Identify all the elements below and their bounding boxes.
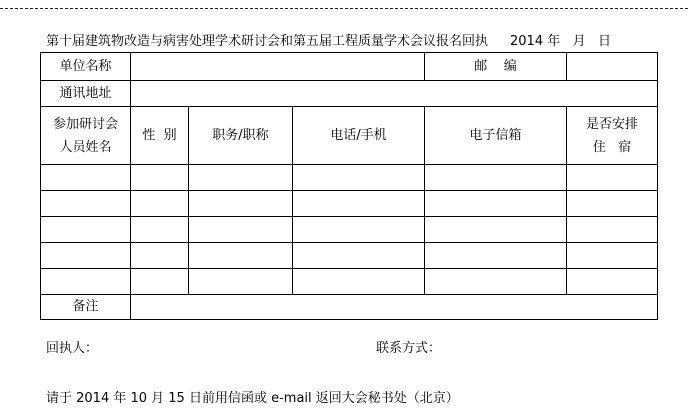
header-lodging-line1: 是否安排 bbox=[586, 116, 639, 132]
lodging-cell[interactable] bbox=[567, 191, 658, 217]
address-input[interactable] bbox=[131, 81, 658, 107]
header-lodging bbox=[567, 107, 658, 165]
header-row bbox=[41, 107, 658, 165]
gender-cell[interactable] bbox=[131, 165, 189, 191]
contact-label: 联系方式： bbox=[376, 341, 442, 356]
header-name bbox=[41, 107, 131, 165]
email-cell[interactable] bbox=[425, 243, 567, 269]
email-cell[interactable] bbox=[425, 269, 567, 295]
address-row bbox=[41, 81, 658, 107]
phone-cell[interactable] bbox=[293, 243, 425, 269]
lodging-cell[interactable] bbox=[567, 269, 658, 295]
unit-row bbox=[41, 53, 658, 81]
unit-label: 单位名称 bbox=[41, 53, 131, 81]
header-phone: 电话/手机 bbox=[293, 107, 425, 165]
email-cell[interactable] bbox=[425, 165, 567, 191]
table-row bbox=[41, 243, 658, 269]
return-note: 请于 2014 年 10 月 15 日前用信函或 e-mail 返回大会秘书处（北京） bbox=[46, 391, 459, 406]
table-row bbox=[41, 191, 658, 217]
gender-cell[interactable] bbox=[131, 217, 189, 243]
phone-cell[interactable] bbox=[293, 269, 425, 295]
postcode-input[interactable] bbox=[567, 53, 658, 81]
email-cell[interactable] bbox=[425, 217, 567, 243]
phone-cell[interactable] bbox=[293, 191, 425, 217]
lodging-cell[interactable] bbox=[567, 165, 658, 191]
header-name-line2: 人员姓名 bbox=[59, 139, 112, 155]
position-cell[interactable] bbox=[189, 269, 293, 295]
title-date: 2014 年 月 日 bbox=[510, 34, 612, 49]
remarks-row bbox=[41, 295, 658, 320]
table-row bbox=[41, 217, 658, 243]
registration-table bbox=[40, 52, 658, 320]
gender-cell[interactable] bbox=[131, 243, 189, 269]
table-row bbox=[41, 269, 658, 295]
email-cell[interactable] bbox=[425, 191, 567, 217]
table-row bbox=[41, 165, 658, 191]
header-name-line1: 参加研讨会 bbox=[52, 116, 118, 132]
header-lodging-line2: 住 宿 bbox=[592, 139, 632, 155]
address-label: 通讯地址 bbox=[41, 81, 131, 107]
name-cell[interactable] bbox=[41, 269, 131, 295]
name-cell[interactable] bbox=[41, 243, 131, 269]
position-cell[interactable] bbox=[189, 165, 293, 191]
title-text: 第十届建筑物改造与病害处理学术研讨会和第五届工程质量学术会议报名回执 bbox=[46, 34, 489, 49]
name-cell[interactable] bbox=[41, 165, 131, 191]
remarks-input[interactable] bbox=[131, 295, 658, 320]
gender-cell[interactable] bbox=[131, 191, 189, 217]
remarks-label: 备注 bbox=[41, 295, 131, 320]
unit-input[interactable] bbox=[131, 53, 425, 81]
header-email: 电子信箱 bbox=[425, 107, 567, 165]
form-title bbox=[46, 30, 611, 49]
postcode-label: 邮 编 bbox=[425, 53, 567, 81]
lodging-cell[interactable] bbox=[567, 243, 658, 269]
position-cell[interactable] bbox=[189, 243, 293, 269]
position-cell[interactable] bbox=[189, 217, 293, 243]
gender-cell[interactable] bbox=[131, 269, 189, 295]
lodging-cell[interactable] bbox=[567, 217, 658, 243]
header-gender: 性 别 bbox=[131, 107, 189, 165]
phone-cell[interactable] bbox=[293, 165, 425, 191]
receipt-person-label: 回执人： bbox=[46, 341, 99, 356]
phone-cell[interactable] bbox=[293, 217, 425, 243]
name-cell[interactable] bbox=[41, 217, 131, 243]
position-cell[interactable] bbox=[189, 191, 293, 217]
header-position: 职务/职称 bbox=[189, 107, 293, 165]
cut-line bbox=[0, 8, 688, 9]
name-cell[interactable] bbox=[41, 191, 131, 217]
